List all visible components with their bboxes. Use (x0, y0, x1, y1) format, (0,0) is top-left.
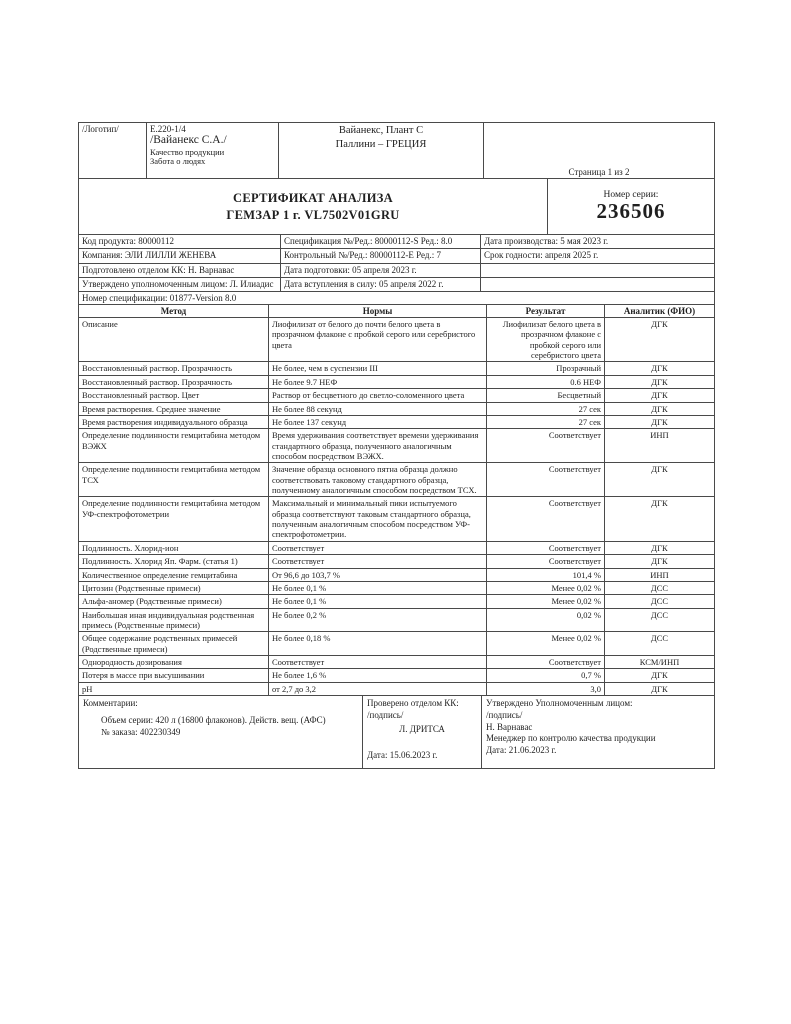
cell-result: Соответствует (487, 463, 605, 496)
table-row (79, 595, 714, 608)
table-row (79, 669, 714, 682)
table-row (79, 683, 714, 696)
company-block (147, 123, 279, 178)
cell-norm: Не более 137 секунд (269, 416, 487, 428)
comments-cell (79, 696, 363, 768)
cell-method: Цитозин (Родственные примеси) (79, 582, 269, 594)
cell-result: Соответствует (487, 656, 605, 668)
footer-signatures (79, 696, 714, 768)
col-header-result: Результат (487, 305, 605, 317)
title-band (79, 179, 714, 235)
title-line-1: СЕРТИФИКАТ АНАЛИЗА (233, 190, 393, 205)
table-row (79, 542, 714, 555)
cell-norm: Лиофилизат от белого до почти белого цвета в прозрачном флаконе с пробкой серого или серебристого цвета (269, 318, 487, 361)
cell-analyst: ИНП (650, 430, 669, 441)
cell-analyst: ДСС (650, 633, 669, 644)
cell-method: Время растворения индивидуального образца (79, 416, 269, 428)
comments-label: Комментарии: (83, 698, 138, 709)
cell-analyst: ДГК (651, 363, 668, 374)
cell-analyst: ДГК (651, 376, 668, 387)
cell-norm: Не более 88 секунд (269, 403, 487, 415)
table-row (79, 656, 714, 669)
cell-result: Соответствует (487, 497, 605, 540)
cell-method: Подлинность. Хлорид Яп. Фарм. (статья 1) (79, 555, 269, 567)
cell-result: Менее 0,02 % (487, 582, 605, 594)
company-name: /Вайанекс С.А./ (150, 134, 227, 147)
cell-analyst: ДГК (651, 403, 668, 414)
form-code: E.220-1/4 (150, 124, 186, 134)
checked-name: Л. ДРИТСА (399, 723, 445, 734)
cell-method: Определение подлинности гемцитабина методом ВЭЖХ (79, 429, 269, 462)
checked-date: Дата: 15.06.2023 г. (367, 750, 438, 761)
cell-method: Подлинность. Хлорид-ион (79, 542, 269, 554)
table-row (79, 429, 714, 463)
empty-cell (481, 264, 714, 277)
cell-norm: от 2,7 до 3,2 (269, 683, 487, 695)
table-header (79, 305, 714, 318)
cell-method: Определение подлинности гемцитабина методом УФ-спектрофотометрии (79, 497, 269, 540)
approved-role: Менеджер по контролю качества продукции (486, 733, 656, 744)
cell-analyst: ДГК (651, 464, 668, 475)
table-row (79, 318, 714, 362)
cell-method: Восстановленный раствор. Цвет (79, 389, 269, 401)
approved-by-cell (482, 696, 714, 768)
cell-analyst: ДГК (651, 542, 668, 553)
cell-method: Определение подлинности гемцитабина методом ТСХ (79, 463, 269, 496)
cell-norm: Время удерживания соответствует времени удерживания стандартного образца, полученного аналогичным способом посредством ВЭЖХ. (269, 429, 487, 462)
table-row (79, 497, 714, 541)
company-slogan-1: Качество продукции (150, 146, 225, 157)
checked-by-cell (363, 696, 482, 768)
approved-date: Дата: 21.06.2023 г. (486, 744, 557, 755)
cell-result: Лиофилизат белого цвета в прозрачном флаконе с пробкой серого или серебристого цвета (487, 318, 605, 361)
cell-result: Менее 0,02 % (487, 632, 605, 655)
expiry-date: Срок годности: апреля 2025 г. (484, 250, 599, 261)
table-row (79, 416, 714, 429)
checked-signature: /подпись/ (367, 709, 404, 720)
approved-signature: /подпись/ (486, 709, 523, 720)
cell-analyst: ДГК (651, 319, 668, 329)
checked-label: Проверено отделом КК: (367, 698, 459, 709)
cell-method: Альфа-аномер (Родственные примеси) (79, 595, 269, 607)
spec-version-line: Номер спецификации: 01877-Version 8.0 (79, 292, 714, 305)
effective-date: Дата вступления в силу: 05 апреля 2022 г. (281, 278, 481, 291)
table-row (79, 389, 714, 402)
table-row (79, 463, 714, 497)
cell-norm: Соответствует (269, 555, 487, 567)
col-header-analyst: Аналитик (ФИО) (623, 306, 696, 316)
title-line-2: ГЕМЗАР 1 г. VL7502V01GRU (226, 207, 400, 222)
table-row (79, 403, 714, 416)
cell-analyst: ДГК (651, 670, 668, 681)
cell-result: Менее 0,02 % (487, 595, 605, 607)
approved-label: Утверждено Уполномоченным лицом: (486, 698, 633, 709)
info-row-product (79, 235, 714, 249)
cell-result: Соответствует (487, 542, 605, 554)
cell-norm: От 96,6 до 103,7 % (269, 569, 487, 581)
table-row (79, 362, 714, 375)
cell-method: Общее содержание родственных примесей (Родственные примеси) (79, 632, 269, 655)
cell-norm: Раствор от бесцветного до светло-соломенного цвета (269, 389, 487, 401)
cell-method: Восстановленный раствор. Прозрачность (79, 362, 269, 374)
control-number: Контрольный №/Ред.: 80000112-E Ред.: 7 (281, 249, 481, 262)
product-code: Код продукта: 80000112 (79, 235, 281, 248)
cell-method: Время растворения. Среднее значение (79, 403, 269, 415)
cell-norm: Соответствует (269, 542, 487, 554)
table-row (79, 582, 714, 595)
cell-norm: Не более 0,1 % (269, 595, 487, 607)
info-row-prepared (79, 264, 714, 278)
table-row (79, 609, 714, 633)
cell-norm: Не более 0,18 % (269, 632, 487, 655)
approved-by: Утверждено уполномоченным лицом: Л. Илиадис (79, 278, 281, 291)
cell-method: Восстановленный раствор. Прозрачность (79, 376, 269, 388)
cell-result: 0,02 % (487, 609, 605, 632)
cell-norm: Соответствует (269, 656, 487, 668)
cell-analyst: ДСС (650, 596, 669, 607)
cell-analyst: ДГК (651, 683, 668, 694)
cell-norm: Не более 1,6 % (269, 669, 487, 681)
col-header-norm: Нормы (269, 305, 487, 317)
letterhead (79, 123, 714, 179)
preparation-date: Дата подготовки: 05 апреля 2023 г. (281, 264, 481, 277)
cell-norm: Не более 0,2 % (269, 609, 487, 632)
plant-line-1: Вайанекс, Плант С (338, 125, 424, 136)
cell-analyst: ИНП (650, 569, 669, 580)
company-slogan-2: Забота о людях (150, 156, 206, 167)
cell-result: 101,4 % (487, 569, 605, 581)
cell-norm: Значение образца основного пятна образца должно соответствовать таковому стандартного образца, полученному аналогичным способом посредством ТСХ. (269, 463, 487, 496)
cell-analyst: ДГК (651, 390, 668, 401)
cell-analyst: ДГК (651, 416, 668, 427)
comments-text: Объем серии: 420 л (16800 флаконов). Действ. вещ. (АФС) № заказа: 402230349 (101, 715, 326, 738)
cell-analyst: ДГК (651, 498, 668, 509)
table-row (79, 555, 714, 568)
cell-result: Бесцветный (487, 389, 605, 401)
company: Компания: ЭЛИ ЛИЛЛИ ЖЕНЕВА (79, 249, 281, 262)
approved-name: Н. Варнавас (486, 721, 533, 732)
cell-result: 0.6 НЕФ (487, 376, 605, 388)
cell-result: Прозрачный (487, 362, 605, 374)
cell-result: Соответствует (487, 429, 605, 462)
spec-number: Спецификация №/Ред.: 80000112-S Ред.: 8.0 (281, 235, 481, 248)
cell-norm: Не более 9.7 НЕФ (269, 376, 487, 388)
cell-result: 0,7 % (487, 669, 605, 681)
cell-analyst: КСМ/ИНП (639, 657, 680, 668)
table-row (79, 569, 714, 582)
logo-placeholder: /Логотип/ (79, 123, 147, 178)
page-indicator: Страница 1 из 2 (568, 167, 630, 177)
prepared-by: Подготовлено отделом КК: Н. Варнавас (79, 264, 281, 277)
cell-norm: Не более, чем в суспензии III (269, 362, 487, 374)
cell-method: Однородность дозирования (79, 656, 269, 668)
info-row-company (79, 249, 714, 263)
table-row (79, 376, 714, 389)
cell-method: Количественное определение гемцитабина (79, 569, 269, 581)
plant-address (279, 123, 484, 178)
serial-label: Номер серии: (603, 190, 659, 201)
empty-cell (481, 278, 714, 291)
serial-number: 236506 (596, 199, 666, 224)
table-row (79, 632, 714, 656)
document-title (79, 179, 548, 234)
col-header-method: Метод (79, 305, 269, 317)
cell-analyst: ДСС (650, 582, 669, 593)
cell-method: Описание (79, 318, 269, 361)
cell-norm: Не более 0,1 % (269, 582, 487, 594)
serial-number-box (548, 179, 714, 234)
cell-analyst: ДГК (651, 556, 668, 567)
cell-method: Наибольшая иная индивидуальная родственная примесь (Родственные примеси) (79, 609, 269, 632)
cell-result: 3,0 (487, 683, 605, 695)
plant-line-2: Паллини – ГРЕЦИЯ (335, 138, 427, 150)
cell-norm: Максимальный и минимальный пики испытуемого образца соответствуют таковым стандартного образца, полученным аналогичным способом посредством УФ-спектрофотометрии. (269, 497, 487, 540)
cell-method: pH (79, 683, 269, 695)
cell-result: 27 сек (487, 403, 605, 415)
cell-analyst: ДСС (650, 609, 669, 620)
cell-method: Потеря в массе при высушивании (79, 669, 269, 681)
cell-result: Соответствует (487, 555, 605, 567)
cell-result: 27 сек (487, 416, 605, 428)
certificate-document (78, 122, 715, 769)
info-row-approved (79, 278, 714, 292)
manufacture-date: Дата производства: 5 мая 2023 г. (484, 236, 609, 246)
